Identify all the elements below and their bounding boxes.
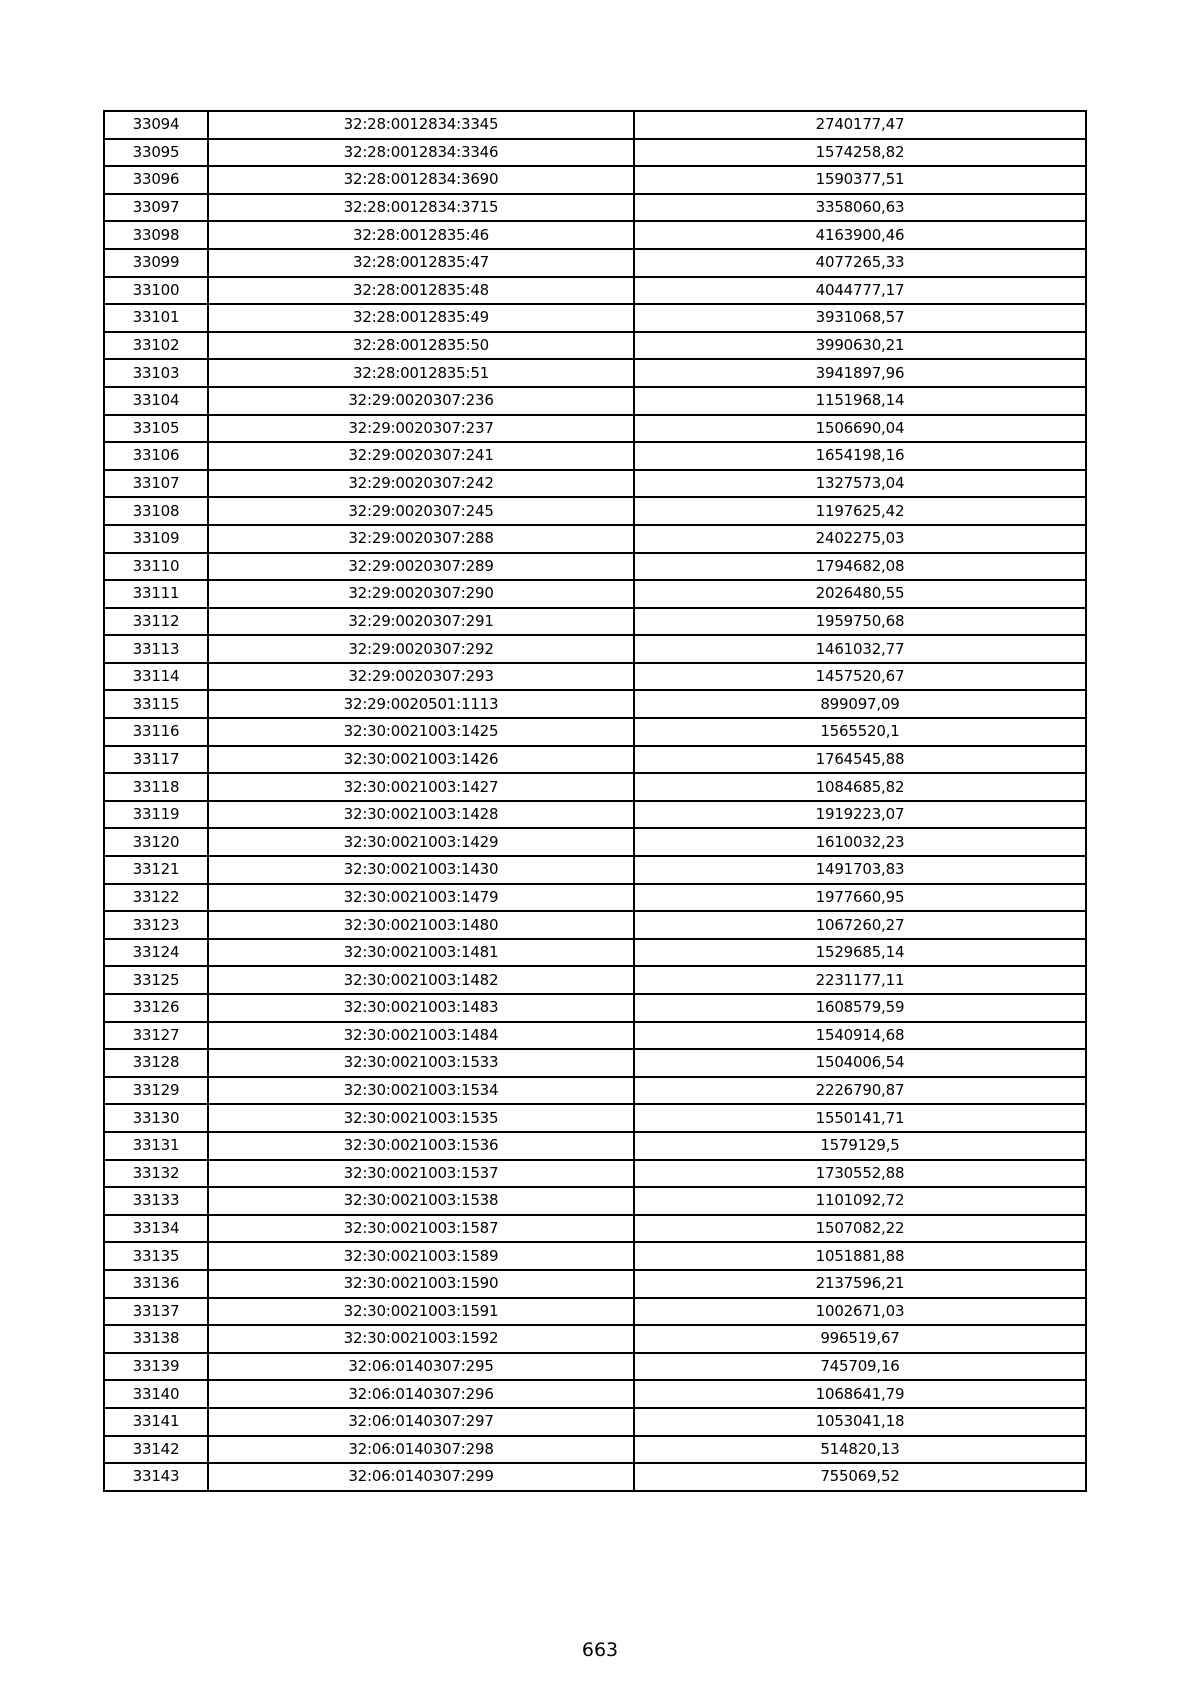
table-row (104, 277, 1086, 305)
cadastral-number-cell: 32:29:0020307:237 (208, 415, 634, 443)
table-row (104, 1077, 1086, 1105)
row-number-cell: 33094 (104, 111, 208, 139)
cadastral-number-cell: 32:30:0021003:1587 (208, 1215, 634, 1243)
cadastral-value-cell: 2226790,87 (634, 1077, 1086, 1105)
cadastral-number-cell: 32:30:0021003:1535 (208, 1104, 634, 1132)
table-row (104, 1160, 1086, 1188)
cadastral-value-cell: 2026480,55 (634, 580, 1086, 608)
row-number-cell: 33121 (104, 856, 208, 884)
cadastral-value-cell: 1101092,72 (634, 1187, 1086, 1215)
row-number-cell: 33132 (104, 1160, 208, 1188)
cadastral-value-cell: 1919223,07 (634, 801, 1086, 829)
row-number-cell: 33097 (104, 194, 208, 222)
cadastral-number-cell: 32:28:0012834:3715 (208, 194, 634, 222)
table-row (104, 304, 1086, 332)
cadastral-number-cell: 32:30:0021003:1429 (208, 828, 634, 856)
table-row (104, 884, 1086, 912)
cadastral-value-cell: 1506690,04 (634, 415, 1086, 443)
cadastral-number-cell: 32:30:0021003:1430 (208, 856, 634, 884)
cadastral-number-cell: 32:29:0020307:236 (208, 387, 634, 415)
table-row (104, 1353, 1086, 1381)
page-number: 663 (581, 1639, 619, 1661)
table-row (104, 359, 1086, 387)
table-row (104, 1463, 1086, 1491)
table-row (104, 1325, 1086, 1353)
cadastral-number-cell: 32:29:0020501:1113 (208, 690, 634, 718)
cadastral-value-cell: 1529685,14 (634, 939, 1086, 967)
row-number-cell: 33109 (104, 525, 208, 553)
cadastral-number-cell: 32:28:0012834:3345 (208, 111, 634, 139)
table-row (104, 773, 1086, 801)
row-number-cell: 33142 (104, 1436, 208, 1464)
cadastral-value-cell: 1654198,16 (634, 442, 1086, 470)
table-row (104, 608, 1086, 636)
cadastral-number-cell: 32:30:0021003:1591 (208, 1298, 634, 1326)
row-number-cell: 33128 (104, 1049, 208, 1077)
cadastral-value-cell: 3990630,21 (634, 332, 1086, 360)
row-number-cell: 33118 (104, 773, 208, 801)
cadastral-value-cell: 1002671,03 (634, 1298, 1086, 1326)
table-row (104, 387, 1086, 415)
cadastral-value-cell: 4163900,46 (634, 221, 1086, 249)
row-number-cell: 33100 (104, 277, 208, 305)
cadastral-value-cell: 755069,52 (634, 1463, 1086, 1491)
table-row (104, 1408, 1086, 1436)
cadastral-number-cell: 32:28:0012835:46 (208, 221, 634, 249)
cadastral-number-cell: 32:30:0021003:1427 (208, 773, 634, 801)
cadastral-value-cell: 1507082,22 (634, 1215, 1086, 1243)
table-row (104, 1049, 1086, 1077)
table-row (104, 249, 1086, 277)
cadastral-number-cell: 32:30:0021003:1483 (208, 994, 634, 1022)
cadastral-number-cell: 32:29:0020307:242 (208, 470, 634, 498)
cadastral-value-cell: 2137596,21 (634, 1270, 1086, 1298)
cadastral-number-cell: 32:06:0140307:298 (208, 1436, 634, 1464)
cadastral-number-cell: 32:30:0021003:1537 (208, 1160, 634, 1188)
table-row (104, 1132, 1086, 1160)
row-number-cell: 33131 (104, 1132, 208, 1160)
row-number-cell: 33107 (104, 470, 208, 498)
table-row (104, 718, 1086, 746)
cadastral-value-cell: 1977660,95 (634, 884, 1086, 912)
cadastral-number-cell: 32:28:0012834:3690 (208, 166, 634, 194)
cadastral-value-cell: 1491703,83 (634, 856, 1086, 884)
row-number-cell: 33141 (104, 1408, 208, 1436)
table-row (104, 497, 1086, 525)
row-number-cell: 33114 (104, 663, 208, 691)
table-row (104, 111, 1086, 139)
table-row (104, 635, 1086, 663)
table-row (104, 856, 1086, 884)
cadastral-value-cell: 1764545,88 (634, 746, 1086, 774)
cadastral-number-cell: 32:30:0021003:1538 (208, 1187, 634, 1215)
cadastral-value-cell: 1579129,5 (634, 1132, 1086, 1160)
cadastral-number-cell: 32:30:0021003:1482 (208, 966, 634, 994)
table-row (104, 1215, 1086, 1243)
table-row (104, 1104, 1086, 1132)
row-number-cell: 33096 (104, 166, 208, 194)
row-number-cell: 33119 (104, 801, 208, 829)
row-number-cell: 33130 (104, 1104, 208, 1132)
table-row (104, 470, 1086, 498)
table-row (104, 994, 1086, 1022)
cadastral-number-cell: 32:30:0021003:1536 (208, 1132, 634, 1160)
row-number-cell: 33095 (104, 139, 208, 167)
table-row (104, 580, 1086, 608)
cadastral-value-cell: 1959750,68 (634, 608, 1086, 636)
row-number-cell: 33122 (104, 884, 208, 912)
cadastral-number-cell: 32:30:0021003:1425 (208, 718, 634, 746)
table-row (104, 1187, 1086, 1215)
row-number-cell: 33104 (104, 387, 208, 415)
row-number-cell: 33126 (104, 994, 208, 1022)
cadastral-value-cell: 1068641,79 (634, 1380, 1086, 1408)
row-number-cell: 33106 (104, 442, 208, 470)
cadastral-number-cell: 32:28:0012835:47 (208, 249, 634, 277)
cadastral-number-cell: 32:30:0021003:1480 (208, 911, 634, 939)
table-row (104, 939, 1086, 967)
table-row (104, 1298, 1086, 1326)
cadastral-number-cell: 32:28:0012834:3346 (208, 139, 634, 167)
row-number-cell: 33129 (104, 1077, 208, 1105)
cadastral-number-cell: 32:29:0020307:288 (208, 525, 634, 553)
table-row (104, 221, 1086, 249)
cadastral-value-cell: 1590377,51 (634, 166, 1086, 194)
row-number-cell: 33127 (104, 1022, 208, 1050)
table-body (104, 111, 1086, 1491)
cadastral-number-cell: 32:06:0140307:296 (208, 1380, 634, 1408)
cadastral-number-cell: 32:29:0020307:290 (208, 580, 634, 608)
cadastral-number-cell: 32:30:0021003:1533 (208, 1049, 634, 1077)
cadastral-number-cell: 32:28:0012835:50 (208, 332, 634, 360)
row-number-cell: 33134 (104, 1215, 208, 1243)
row-number-cell: 33135 (104, 1242, 208, 1270)
row-number-cell: 33117 (104, 746, 208, 774)
cadastral-value-cell: 1051881,88 (634, 1242, 1086, 1270)
cadastral-value-cell: 3358060,63 (634, 194, 1086, 222)
cadastral-number-cell: 32:30:0021003:1589 (208, 1242, 634, 1270)
table-row (104, 1022, 1086, 1050)
row-number-cell: 33120 (104, 828, 208, 856)
row-number-cell: 33139 (104, 1353, 208, 1381)
row-number-cell: 33140 (104, 1380, 208, 1408)
table-row (104, 166, 1086, 194)
row-number-cell: 33112 (104, 608, 208, 636)
cadastral-number-cell: 32:06:0140307:297 (208, 1408, 634, 1436)
cadastral-value-cell: 1461032,77 (634, 635, 1086, 663)
cadastral-number-cell: 32:30:0021003:1428 (208, 801, 634, 829)
table-row (104, 415, 1086, 443)
cadastral-number-cell: 32:29:0020307:241 (208, 442, 634, 470)
row-number-cell: 33110 (104, 553, 208, 581)
row-number-cell: 33125 (104, 966, 208, 994)
cadastral-value-cell: 1610032,23 (634, 828, 1086, 856)
table-row (104, 1242, 1086, 1270)
cadastral-value-cell: 1457520,67 (634, 663, 1086, 691)
cadastral-number-cell: 32:30:0021003:1534 (208, 1077, 634, 1105)
table-row (104, 690, 1086, 718)
cadastral-value-cell: 1084685,82 (634, 773, 1086, 801)
row-number-cell: 33123 (104, 911, 208, 939)
row-number-cell: 33105 (104, 415, 208, 443)
row-number-cell: 33113 (104, 635, 208, 663)
table-row (104, 966, 1086, 994)
row-number-cell: 33116 (104, 718, 208, 746)
table-row (104, 194, 1086, 222)
table-row (104, 442, 1086, 470)
cadastral-number-cell: 32:06:0140307:295 (208, 1353, 634, 1381)
cadastral-value-cell: 1574258,82 (634, 139, 1086, 167)
cadastral-number-cell: 32:29:0020307:245 (208, 497, 634, 525)
row-number-cell: 33108 (104, 497, 208, 525)
cadastral-value-cell: 1067260,27 (634, 911, 1086, 939)
row-number-cell: 33136 (104, 1270, 208, 1298)
table-row (104, 801, 1086, 829)
table-row (104, 332, 1086, 360)
table-row (104, 1436, 1086, 1464)
cadastral-number-cell: 32:29:0020307:292 (208, 635, 634, 663)
cadastral-value-cell: 1608579,59 (634, 994, 1086, 1022)
row-number-cell: 33111 (104, 580, 208, 608)
cadastral-number-cell: 32:30:0021003:1484 (208, 1022, 634, 1050)
cadastral-number-cell: 32:30:0021003:1481 (208, 939, 634, 967)
cadastral-value-table (103, 110, 1087, 1492)
cadastral-number-cell: 32:30:0021003:1592 (208, 1325, 634, 1353)
cadastral-value-cell: 1550141,71 (634, 1104, 1086, 1132)
table-row (104, 553, 1086, 581)
cadastral-value-cell: 1053041,18 (634, 1408, 1086, 1436)
row-number-cell: 33133 (104, 1187, 208, 1215)
cadastral-value-cell: 899097,09 (634, 690, 1086, 718)
row-number-cell: 33101 (104, 304, 208, 332)
cadastral-number-cell: 32:30:0021003:1590 (208, 1270, 634, 1298)
table-row (104, 911, 1086, 939)
cadastral-value-cell: 1540914,68 (634, 1022, 1086, 1050)
row-number-cell: 33099 (104, 249, 208, 277)
cadastral-value-cell: 996519,67 (634, 1325, 1086, 1353)
cadastral-value-cell: 1504006,54 (634, 1049, 1086, 1077)
row-number-cell: 33138 (104, 1325, 208, 1353)
cadastral-number-cell: 32:28:0012835:48 (208, 277, 634, 305)
cadastral-value-cell: 1794682,08 (634, 553, 1086, 581)
table-row (104, 746, 1086, 774)
cadastral-value-cell: 1197625,42 (634, 497, 1086, 525)
cadastral-value-cell: 2231177,11 (634, 966, 1086, 994)
row-number-cell: 33143 (104, 1463, 208, 1491)
table-row (104, 525, 1086, 553)
table-row (104, 1380, 1086, 1408)
cadastral-value-cell: 1327573,04 (634, 470, 1086, 498)
table-row (104, 663, 1086, 691)
cadastral-number-cell: 32:30:0021003:1479 (208, 884, 634, 912)
table-row (104, 828, 1086, 856)
cadastral-number-cell: 32:30:0021003:1426 (208, 746, 634, 774)
cadastral-value-cell: 745709,16 (634, 1353, 1086, 1381)
cadastral-value-cell: 4077265,33 (634, 249, 1086, 277)
cadastral-number-cell: 32:29:0020307:293 (208, 663, 634, 691)
cadastral-value-cell: 1730552,88 (634, 1160, 1086, 1188)
cadastral-number-cell: 32:06:0140307:299 (208, 1463, 634, 1491)
cadastral-number-cell: 32:28:0012835:49 (208, 304, 634, 332)
cadastral-value-cell: 3941897,96 (634, 359, 1086, 387)
cadastral-value-cell: 2402275,03 (634, 525, 1086, 553)
cadastral-value-cell: 3931068,57 (634, 304, 1086, 332)
cadastral-value-cell: 2740177,47 (634, 111, 1086, 139)
row-number-cell: 33103 (104, 359, 208, 387)
row-number-cell: 33098 (104, 221, 208, 249)
row-number-cell: 33102 (104, 332, 208, 360)
table-row (104, 139, 1086, 167)
cadastral-value-cell: 1151968,14 (634, 387, 1086, 415)
row-number-cell: 33137 (104, 1298, 208, 1326)
cadastral-value-cell: 4044777,17 (634, 277, 1086, 305)
cadastral-value-cell: 514820,13 (634, 1436, 1086, 1464)
cadastral-value-cell: 1565520,1 (634, 718, 1086, 746)
table-row (104, 1270, 1086, 1298)
cadastral-number-cell: 32:29:0020307:291 (208, 608, 634, 636)
row-number-cell: 33115 (104, 690, 208, 718)
cadastral-number-cell: 32:29:0020307:289 (208, 553, 634, 581)
row-number-cell: 33124 (104, 939, 208, 967)
cadastral-number-cell: 32:28:0012835:51 (208, 359, 634, 387)
